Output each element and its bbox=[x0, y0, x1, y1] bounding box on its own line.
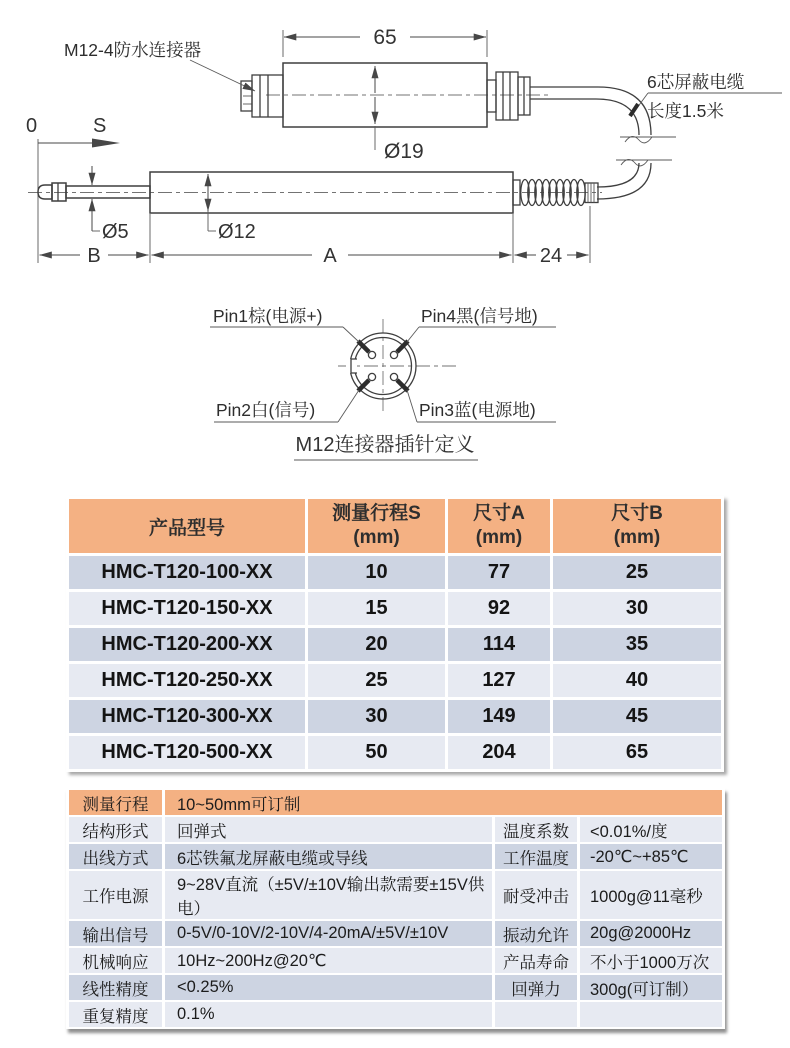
header-dim-a: 尺寸A (mm) bbox=[447, 498, 552, 555]
connector-label: M12-4防水连接器 bbox=[64, 40, 202, 60]
model-cell: HMC-T120-200-XX bbox=[68, 627, 307, 663]
stroke-cell: 25 bbox=[307, 663, 447, 699]
spec-label: 结构形式 bbox=[68, 816, 164, 843]
spec-value: 300g(可订制） bbox=[579, 974, 724, 1001]
spec-label: 测量行程 bbox=[68, 789, 164, 816]
spec-value: <0.01%/度 bbox=[579, 816, 724, 843]
stroke-cell: 20 bbox=[307, 627, 447, 663]
dim-b-label: B bbox=[87, 245, 101, 267]
dim-b-cell: 25 bbox=[552, 555, 723, 591]
dim-a-label: A bbox=[323, 245, 337, 267]
dim-b-cell: 45 bbox=[552, 699, 723, 735]
spec-value: <0.25% bbox=[164, 974, 494, 1001]
spec-value: 0-5V/0-10V/2-10V/4-20mA/±5V/±10V bbox=[164, 920, 494, 947]
stroke-cell: 30 bbox=[307, 699, 447, 735]
dim-b-cell: 65 bbox=[552, 735, 723, 771]
spec-label: 回弹力 bbox=[494, 974, 579, 1001]
spec-value: 1000g@11毫秒 bbox=[579, 870, 724, 920]
technical-drawing bbox=[0, 0, 790, 292]
spec-value: -20℃~+85℃ bbox=[579, 843, 724, 870]
spec-value: 6芯铁氟龙屏蔽电缆或导线 bbox=[164, 843, 494, 870]
model-cell: HMC-T120-250-XX bbox=[68, 663, 307, 699]
dim-b-cell: 40 bbox=[552, 663, 723, 699]
spec-value bbox=[579, 1001, 724, 1028]
table-row bbox=[68, 789, 724, 816]
spec-value: 不小于1000万次 bbox=[579, 947, 724, 974]
dim-65-label: 65 bbox=[373, 26, 397, 49]
spec-label: 温度系数 bbox=[494, 816, 579, 843]
spec-value: 0.1% bbox=[164, 1001, 494, 1028]
spec-value: 回弹式 bbox=[164, 816, 494, 843]
model-cell: HMC-T120-300-XX bbox=[68, 699, 307, 735]
spec-label: 耐受冲击 bbox=[494, 870, 579, 920]
spec-value: 9~28V直流（±5V/±10V输出款需要±15V供电） bbox=[164, 870, 494, 920]
origin-zero-label: 0 bbox=[26, 115, 38, 137]
dim-a-cell: 127 bbox=[447, 663, 552, 699]
table-row bbox=[68, 735, 723, 771]
spec-label: 振动允许 bbox=[494, 920, 579, 947]
stroke-cell: 10 bbox=[307, 555, 447, 591]
pin1-label: Pin1棕(电源+) bbox=[213, 306, 323, 326]
spec-label: 机械响应 bbox=[68, 947, 164, 974]
keyway-notch bbox=[346, 359, 357, 373]
cable-gland-outline bbox=[487, 72, 530, 120]
table-row bbox=[68, 1001, 724, 1028]
spec-label: 输出信号 bbox=[68, 920, 164, 947]
sensor-side-view bbox=[26, 115, 602, 267]
dim-b-cell: 30 bbox=[552, 591, 723, 627]
dia-5-label: Ø5 bbox=[102, 221, 129, 243]
spec-label: 出线方式 bbox=[68, 843, 164, 870]
table-row bbox=[68, 920, 724, 947]
table-row bbox=[68, 591, 723, 627]
dim-24-label: 24 bbox=[539, 245, 563, 267]
model-cell: HMC-T120-100-XX bbox=[68, 555, 307, 591]
dia-19-label: Ø19 bbox=[384, 140, 424, 163]
pin-connector-diagram bbox=[0, 292, 790, 464]
table-row bbox=[68, 843, 724, 870]
dia-12-label: Ø12 bbox=[218, 221, 256, 243]
pin4-label: Pin4黑(信号地) bbox=[421, 306, 538, 326]
spec-label: 重复精度 bbox=[68, 1001, 164, 1028]
model-cell: HMC-T120-150-XX bbox=[68, 591, 307, 627]
spec-value: 10~50mm可订制 bbox=[164, 789, 724, 816]
spec-label: 工作电源 bbox=[68, 870, 164, 920]
table-row bbox=[68, 870, 724, 920]
dim-a-cell: 204 bbox=[447, 735, 552, 771]
housing-side-view bbox=[64, 26, 782, 199]
cable-label-line1: 6芯屏蔽电缆 bbox=[647, 72, 745, 92]
probe-outline bbox=[38, 183, 150, 201]
pin3-label: Pin3蓝(电源地) bbox=[419, 400, 536, 420]
spec-table bbox=[66, 788, 725, 1029]
table-row bbox=[68, 699, 723, 735]
dim-a-cell: 114 bbox=[447, 627, 552, 663]
table-row bbox=[68, 555, 723, 591]
table-row bbox=[68, 947, 724, 974]
model-cell: HMC-T120-500-XX bbox=[68, 735, 307, 771]
spec-label: 工作温度 bbox=[494, 843, 579, 870]
table-row bbox=[68, 974, 724, 1001]
stroke-direction-arrow bbox=[92, 139, 120, 148]
model-table-header-row bbox=[68, 498, 723, 555]
m12-plug-outline bbox=[241, 75, 283, 117]
spec-label: 产品寿命 bbox=[494, 947, 579, 974]
dim-a-cell: 92 bbox=[447, 591, 552, 627]
dim-a-cell: 77 bbox=[447, 555, 552, 591]
header-product-model: 产品型号 bbox=[68, 498, 307, 555]
dim-b-cell: 35 bbox=[552, 627, 723, 663]
spec-label: 线性精度 bbox=[68, 974, 164, 1001]
pin-diagram-title: M12连接器插针定义 bbox=[295, 434, 475, 456]
dim-a-cell: 149 bbox=[447, 699, 552, 735]
stroke-cell: 50 bbox=[307, 735, 447, 771]
stroke-cell: 15 bbox=[307, 591, 447, 627]
spec-value: 10Hz~200Hz@20℃ bbox=[164, 947, 494, 974]
cable-label-line2: 长度1.5米 bbox=[647, 101, 724, 121]
spec-value: 20g@2000Hz bbox=[579, 920, 724, 947]
table-row bbox=[68, 816, 724, 843]
table-row bbox=[68, 627, 723, 663]
table-row bbox=[68, 663, 723, 699]
header-stroke: 测量行程S (mm) bbox=[307, 498, 447, 555]
spec-label bbox=[494, 1001, 579, 1028]
header-dim-b: 尺寸B (mm) bbox=[552, 498, 723, 555]
stroke-s-label: S bbox=[93, 115, 107, 137]
product-model-table bbox=[66, 496, 724, 772]
pin2-label: Pin2白(信号) bbox=[216, 400, 316, 420]
